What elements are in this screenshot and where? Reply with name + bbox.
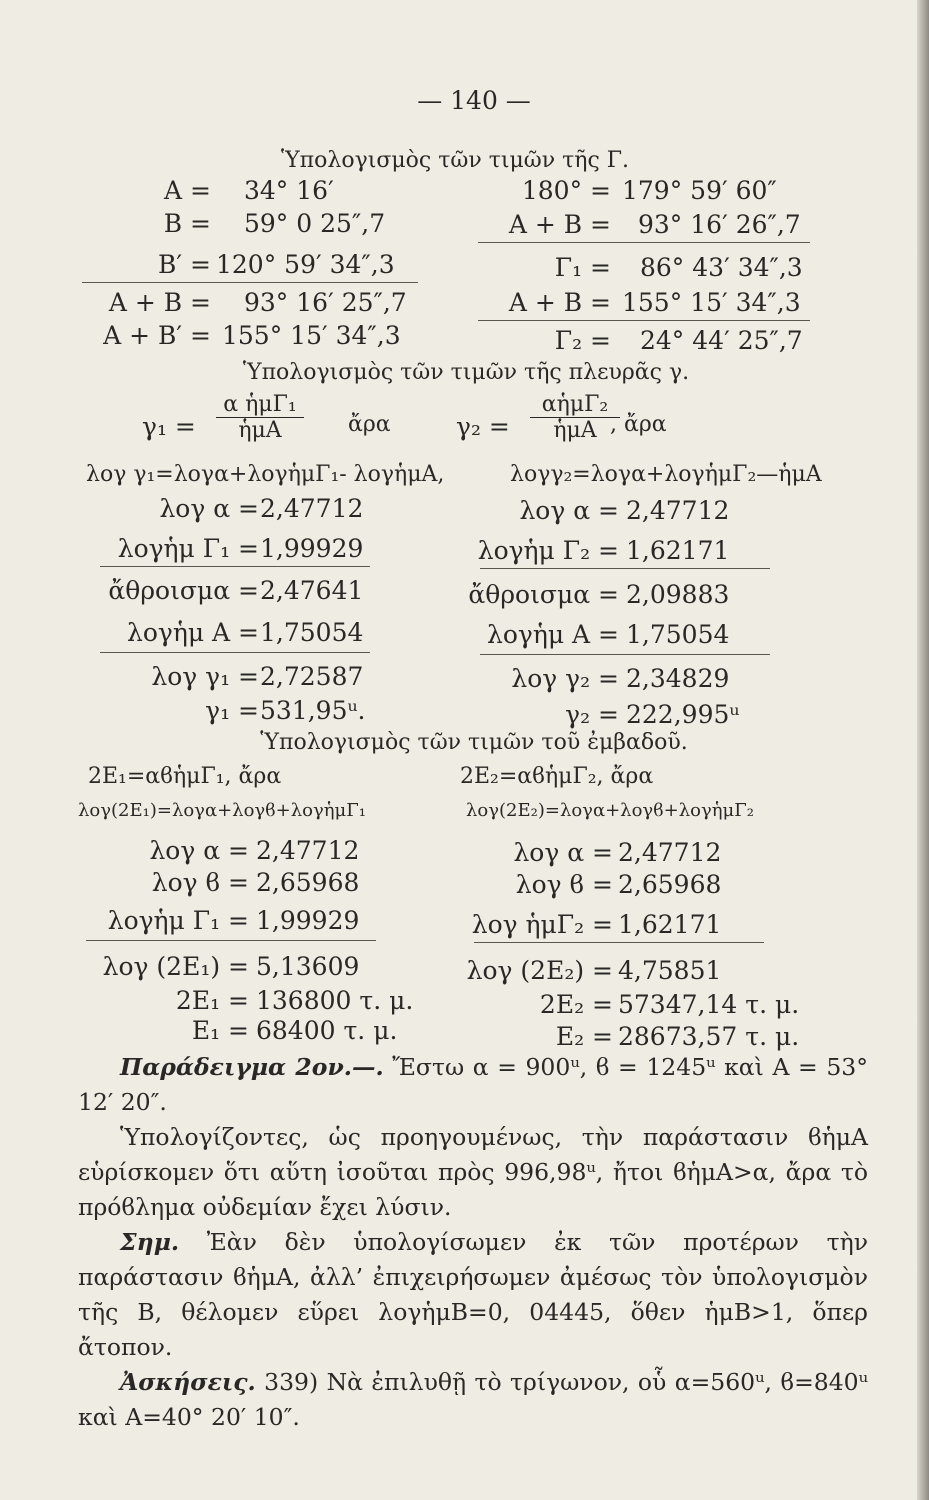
exercises-text: 339) Νὰ ἐπιλυθῇ τὸ τρίγωνον, οὗ α=560ᵘ, ϐ=840ᵘ καὶ A=40° 20′ 10″. xyxy=(78,1368,868,1431)
angle-left-rule xyxy=(82,282,418,283)
formula-g1-fraction xyxy=(216,392,304,443)
calc-left-rhs-3: 1,75054 xyxy=(260,618,364,647)
log-equation-right: λογγ₂=λογα+λογἡμΓ₂—ἡμA xyxy=(510,462,822,487)
area-left-rhs-4: 136800 τ. μ. xyxy=(256,986,414,1015)
angle-left-rhs-3: 93° 16′ 25″,7 xyxy=(244,288,407,317)
area-right-rhs-0: 2,47712 xyxy=(618,838,722,867)
calc-left-rule-1 xyxy=(100,566,370,567)
formula-g2-denominator: ἡμA xyxy=(530,417,620,443)
angle-left-lhs-1: B = xyxy=(163,209,211,238)
angle-right-rule-2 xyxy=(478,320,810,321)
area-left-lhs-4: 2E₁ = xyxy=(175,986,249,1015)
heading-gamma: Ὑπολογισμὸς τῶν τιμῶν τῆς Γ. xyxy=(280,148,630,173)
example-text: Ἔστω α = 900ᵘ, ϐ = 1245ᵘ καὶ A = 53° 12′ 20″. xyxy=(78,1053,868,1116)
formula-g2-lhs: γ₂ = xyxy=(456,412,510,441)
formula-g1-denominator: ἡμA xyxy=(216,417,304,443)
area-log-equation-right: λογ(2E₂)=λογα+λογϐ+λογἡμΓ₂ xyxy=(466,800,754,821)
area-right-lhs-5: E₂ = xyxy=(555,1022,613,1051)
area-equation-right: 2E₂=αϐἡμΓ₂, ἄρα xyxy=(460,764,654,789)
angle-right-lhs-1: A + B = xyxy=(508,210,611,239)
angle-left-lhs-2: B′ = xyxy=(158,250,211,279)
calc-right-rhs-5: 222,995ᵘ xyxy=(626,700,740,729)
area-left-lhs-5: E₁ = xyxy=(191,1016,249,1045)
calc-right-lhs-1: λογἡμ Γ₂ = xyxy=(477,536,619,565)
calc-right-lhs-3: λογἡμ A = xyxy=(487,620,619,649)
area-left-lhs-2: λογἡμ Γ₁ = xyxy=(107,906,249,935)
area-log-equation-left: λογ(2E₁)=λογα+λογϐ+λογἡμΓ₁ xyxy=(78,800,366,821)
page-number: — 140 — xyxy=(417,86,531,115)
angle-left-rhs-1: 59° 0 25″,7 xyxy=(244,209,386,238)
calc-right-rule-2 xyxy=(480,654,770,655)
area-left-rhs-5: 68400 τ. μ. xyxy=(256,1016,398,1045)
calc-left-rhs-1: 1,99929 xyxy=(260,534,364,563)
page-binding-edge xyxy=(917,0,929,1500)
area-left-lhs-3: λογ (2E₁) = xyxy=(102,952,249,981)
angle-right-rhs-3: 155° 15′ 34″,3 xyxy=(622,288,801,317)
formula-g1-lhs: γ₁ = xyxy=(142,412,196,441)
exercises-paragraph xyxy=(78,1365,868,1435)
calc-left-rhs-0: 2,47712 xyxy=(260,494,364,523)
note-heading: Σημ. xyxy=(120,1228,180,1256)
formula-g2-numerator: αἡμΓ₂ xyxy=(541,392,609,417)
calc-left-rhs-2: 2,47641 xyxy=(260,576,364,605)
formula-g2-ara: , ἄρα xyxy=(610,412,667,437)
angle-right-rhs-4: 24° 44′ 25″,7 xyxy=(640,326,803,355)
calc-right-lhs-5: γ₂ = xyxy=(565,700,619,729)
angle-right-rule-1 xyxy=(478,242,810,243)
area-left-rhs-3: 5,13609 xyxy=(256,952,360,981)
calc-left-rhs-5: 531,95ᵘ. xyxy=(260,696,366,725)
area-right-lhs-4: 2E₂ = xyxy=(539,990,613,1019)
angle-left-rhs-0: 34° 16′ xyxy=(244,176,334,205)
heading-side: Ὑπολογισμὸς τῶν τιμῶν τῆς πλευρᾶς γ. xyxy=(242,360,690,385)
formula-g1-numerator: α ἡμΓ₁ xyxy=(223,392,297,417)
area-right-lhs-3: λογ (2E₂) = xyxy=(466,956,613,985)
area-left-lhs-0: λογ α = xyxy=(149,836,249,865)
angle-right-rhs-0: 179° 59′ 60″ xyxy=(622,176,777,205)
area-left-rhs-2: 1,99929 xyxy=(256,906,360,935)
calc-right-rhs-0: 2,47712 xyxy=(626,496,730,525)
area-right-rhs-5: 28673,57 τ. μ. xyxy=(618,1022,800,1051)
text-block xyxy=(78,1050,868,1435)
calc-left-rhs-4: 2,72587 xyxy=(260,662,364,691)
angle-left-lhs-3: A + B = xyxy=(108,288,211,317)
calc-left-lhs-3: λογἡμ A = xyxy=(127,618,259,647)
area-right-rhs-3: 4,75851 xyxy=(618,956,722,985)
area-right-lhs-2: λογ ἡμΓ₂ = xyxy=(471,910,613,939)
calc-right-rhs-4: 2,34829 xyxy=(626,664,730,693)
calc-left-lhs-4: λογ γ₁ = xyxy=(151,662,259,691)
calc-right-rule-1 xyxy=(480,568,770,569)
calc-left-lhs-5: γ₁ = xyxy=(205,696,259,725)
area-right-rhs-2: 1,62171 xyxy=(618,910,722,939)
area-right-rhs-1: 2,65968 xyxy=(618,870,722,899)
angle-left-lhs-4: A + B′ = xyxy=(103,321,211,350)
area-right-lhs-1: λογ ϐ = xyxy=(515,870,613,899)
angle-right-lhs-3: A + B = xyxy=(508,288,611,317)
calc-left-lhs-1: λογἡμ Γ₁ = xyxy=(117,534,259,563)
area-left-lhs-1: λογ ϐ = xyxy=(151,868,249,897)
exercises-heading: Ἀσκήσεις. xyxy=(120,1368,256,1396)
angle-right-lhs-2: Γ₁ = xyxy=(554,253,611,282)
angle-right-rhs-2: 86° 43′ 34″,3 xyxy=(640,253,803,282)
calc-right-rhs-3: 1,75054 xyxy=(626,620,730,649)
note-paragraph xyxy=(78,1225,868,1365)
log-equation-left: λογ γ₁=λογα+λογἡμΓ₁- λογἡμA, xyxy=(86,462,445,487)
formula-g2-fraction xyxy=(530,392,620,443)
formula-g1-ara: ἄρα xyxy=(348,412,391,437)
calc-right-lhs-2: ἄθροισμα = xyxy=(468,580,619,609)
area-left-rule xyxy=(86,940,376,941)
angle-right-lhs-0: 180° = xyxy=(521,176,611,205)
area-right-rule xyxy=(474,942,764,943)
calc-left-lhs-0: λογ α = xyxy=(159,494,259,523)
angle-left-rhs-4: 155° 15′ 34″,3 xyxy=(222,321,401,350)
area-right-rhs-4: 57347,14 τ. μ. xyxy=(618,990,800,1019)
angle-left-lhs-0: A = xyxy=(164,176,211,205)
area-left-rhs-1: 2,65968 xyxy=(256,868,360,897)
calc-left-rule-2 xyxy=(100,652,370,653)
explanation-paragraph: Ὑπολογίζοντες, ὡς προηγουμένως, τὴν παράστασιν ϐἡμA εὑρίσκομεν ὅτι αὕτη ἰσοῦται πρὸς 996,98ᵘ, ἤτοι ϐἡμA>α, ἄρα τὸ πρόϐλημα οὐδεμίαν ἔχει λύσιν. xyxy=(78,1123,868,1221)
example-paragraph xyxy=(78,1050,868,1120)
angle-left-rhs-2: 120° 59′ 34″,3 xyxy=(216,250,395,279)
angle-right-rhs-1: 93° 16′ 26″,7 xyxy=(638,210,801,239)
calc-right-lhs-0: λογ α = xyxy=(519,496,619,525)
note-text: Ἐὰν δὲν ὑπολογίσωμεν ἐκ τῶν προτέρων τὴν παράστασιν ϐἡμA, ἀλλ’ ἐπιχειρήσωμεν ἀμέσως τὸν ὑπολογισμὸν τῆς B, θέλομεν εὕρει λογἡμB=0, 04445, ὅθεν ἡμB>1, ὅπερ ἄτοπον. xyxy=(78,1228,868,1361)
angle-right-lhs-4: Γ₂ = xyxy=(554,326,611,355)
area-right-lhs-0: λογ α = xyxy=(513,838,613,867)
calc-right-rhs-1: 1,62171 xyxy=(626,536,730,565)
area-left-rhs-0: 2,47712 xyxy=(256,836,360,865)
example-heading: Παράδειγμα 2ον.—. xyxy=(120,1053,384,1081)
calc-left-lhs-2: ἄθροισμα = xyxy=(108,576,259,605)
heading-area: Ὑπολογισμὸς τῶν τιμῶν τοῦ ἐμβαδοῦ. xyxy=(260,730,688,755)
calc-right-rhs-2: 2,09883 xyxy=(626,580,730,609)
calc-right-lhs-4: λογ γ₂ = xyxy=(511,664,619,693)
area-equation-left: 2E₁=αϐἡμΓ₁, ἄρα xyxy=(88,764,282,789)
